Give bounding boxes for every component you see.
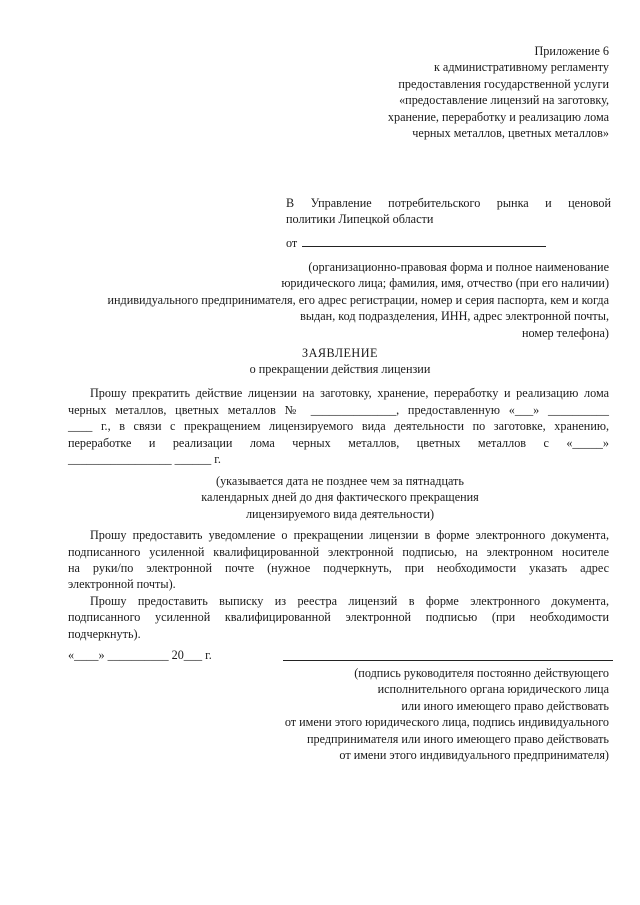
paragraph-line: черных металлов, цветных металлов № ______________, предоставленную «___» __________	[68, 403, 609, 417]
appendix-line: предоставления государственной услуги	[398, 77, 609, 91]
hint-line: (указывается дата не позднее чем за пятнадцать	[216, 474, 464, 488]
hint-line: или иного имеющего право действовать	[401, 699, 609, 713]
paragraph-line: подписанного усиленной квалифицированной электронной подписью (при необходимости	[68, 610, 609, 624]
appendix-line: «предоставление лицензий на заготовку,	[399, 93, 609, 107]
appendix-line: черных металлов, цветных металлов»	[412, 126, 609, 140]
paragraph-line: Прошу предоставить уведомление о прекращении лицензии в форме электронного документа,	[90, 528, 609, 542]
paragraph-line: переработке и реализации лома черных металлов, цветных металлов с «_____»	[68, 436, 609, 450]
appendix-line: хранение, переработку и реализацию лома	[387, 110, 609, 124]
appendix-line: к административному регламенту	[433, 60, 609, 74]
hint-line: индивидуального предпринимателя, его адрес регистрации, номер и серия паспорта, кем и когда	[107, 293, 609, 307]
hint-line: выдан, код подразделения, ИНН, адрес электронной почты,	[300, 309, 609, 323]
hint-line: предпринимателя или иного имеющего право действовать	[306, 732, 609, 746]
hint-line: юридического лица; фамилия, имя, отчество (при его наличии)	[281, 276, 609, 290]
hint-line: лицензируемого вида деятельности)	[245, 507, 435, 521]
date-field[interactable]: «____» __________ 20___ г.	[68, 648, 212, 662]
hint-line: от имени этого индивидуального предпринимателя)	[339, 748, 609, 762]
hint-line: от имени этого юридического лица, подпись индивидуального	[284, 715, 609, 729]
paragraph-line: электронной почты).	[68, 577, 176, 591]
hint-line: (подпись руководителя постоянно действующего	[354, 666, 609, 680]
signature-field[interactable]	[283, 660, 613, 661]
hint-line: календарных дней до дня фактического прекращения	[201, 490, 479, 504]
from-label: от	[286, 236, 298, 250]
paragraph-line: Прошу предоставить выписку из реестра лицензий в форме электронного документа,	[90, 594, 609, 608]
addressee-line: политики Липецкой области	[286, 212, 434, 226]
paragraph-line: подчеркнуть).	[68, 627, 141, 641]
paragraph-line: ____ г., в связи с прекращением лицензируемого вида деятельности по заготовке, хранению,	[68, 419, 609, 433]
hint-line: исполнительного органа юридического лица	[377, 682, 609, 696]
hint-line: (организационно-правовая форма и полное наименование	[308, 260, 609, 274]
document-title: ЗАЯВЛЕНИЕ	[302, 346, 378, 360]
paragraph-line: подписанного усиленной квалифицированной электронной подписью, на электронном носителе	[68, 545, 609, 559]
paragraph-line: Прошу прекратить действие лицензии на заготовку, хранение, переработку и реализацию лома	[90, 386, 609, 400]
addressee-line: В Управление потребительского рынка и ценовой	[286, 196, 611, 210]
appendix-line: Приложение 6	[534, 44, 609, 58]
paragraph-line: _________________ ______ г.	[68, 452, 221, 466]
hint-line: номер телефона)	[521, 326, 609, 340]
paragraph-line: на руки/по электронной почте (нужное подчеркнуть, при необходимости указать адрес	[68, 561, 609, 575]
document-subtitle: о прекращении действия лицензии	[249, 362, 431, 376]
applicant-field[interactable]	[302, 246, 546, 247]
